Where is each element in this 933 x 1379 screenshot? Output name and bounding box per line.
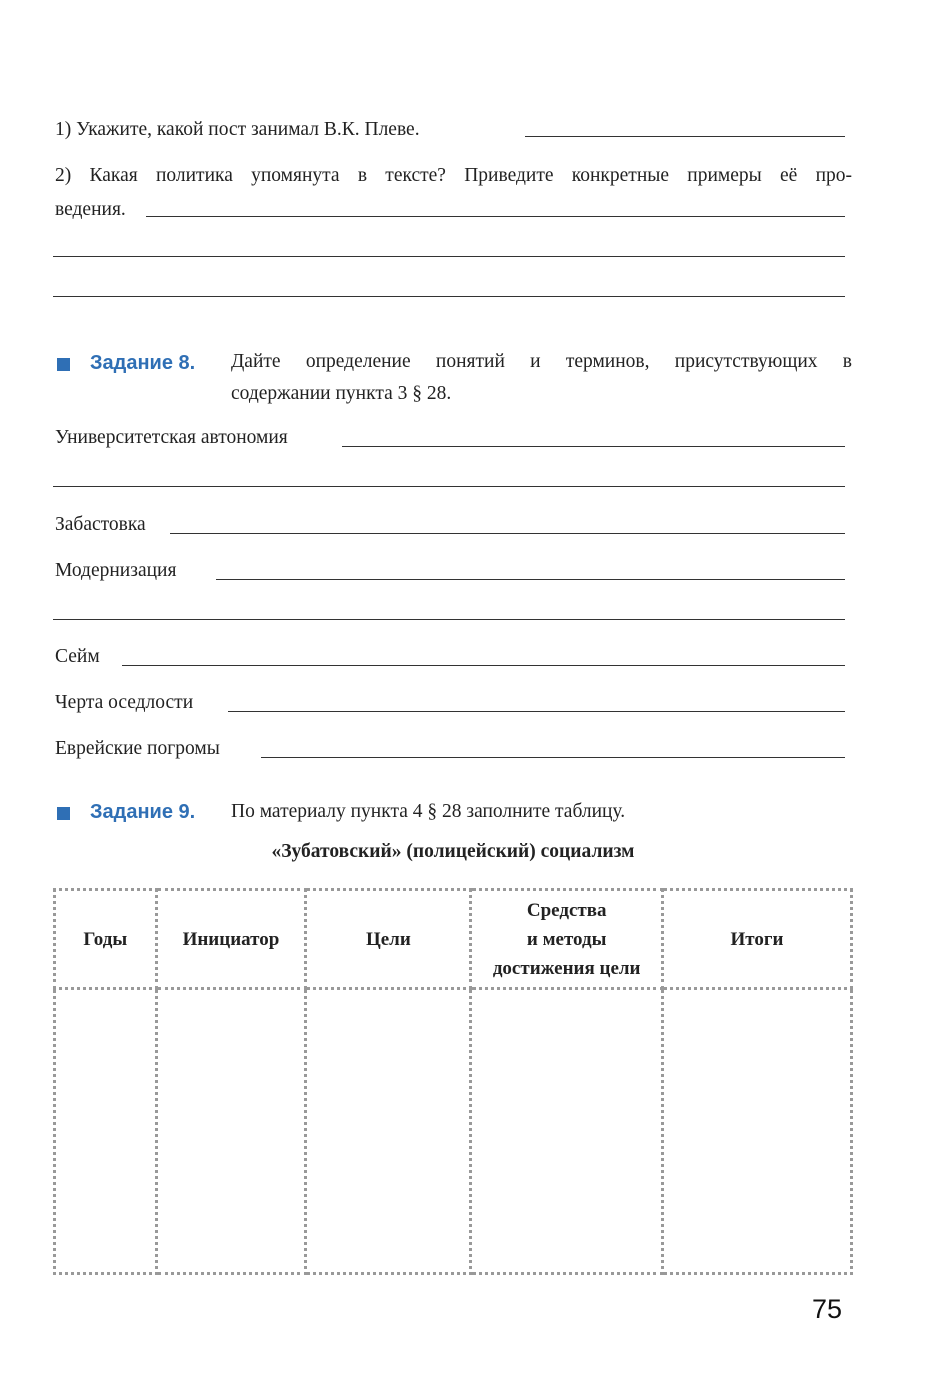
cell-years[interactable] [55,989,157,1274]
page-number: 75 [812,1294,843,1324]
term-pale-of-settlement: Черта оседлости [55,692,194,713]
cell-results[interactable] [662,989,851,1274]
table-title: «Зубатовский» (полицейский) социализм [271,841,635,862]
answer-line-q2-1[interactable] [146,216,845,217]
cell-initiator[interactable] [156,989,306,1274]
column-header-results: Итоги [662,890,851,989]
term-strike: Забастовка [55,514,146,535]
task-8-label: Задание 8. [90,352,196,374]
task-marker-icon [57,807,70,820]
table-header-row [55,890,852,989]
cell-means[interactable] [471,989,662,1274]
answer-line-term-1b[interactable] [53,486,845,487]
task-9-text: По материалу пункта 4 § 28 заполните таблицу. [231,801,626,822]
answer-line-term-3[interactable] [216,579,845,580]
term-jewish-pogroms: Еврейские погромы [55,738,220,759]
task-9-header [57,799,195,825]
task-8-header [57,350,195,376]
answer-line-term-6[interactable] [261,757,845,758]
column-header-means: Средства и методы достижения цели [471,890,662,989]
answer-line-q1[interactable] [525,136,845,137]
answer-line-term-4[interactable] [122,665,845,666]
term-sejm: Сейм [55,646,100,667]
task-8-text-line-1: Дайте определение понятий и терминов, присутствующих в [231,351,852,372]
question-1: 1) Укажите, какой пост занимал В.К. Плеве. [55,119,420,140]
answer-line-term-1[interactable] [342,446,845,447]
column-header-goals: Цели [306,890,471,989]
question-2-line-2: ведения. [55,199,126,220]
answer-line-term-2[interactable] [170,533,845,534]
answer-line-term-5[interactable] [228,711,845,712]
column-header-initiator: Инициатор [156,890,306,989]
term-modernization: Модернизация [55,560,177,581]
table-row [55,989,852,1274]
column-header-years: Годы [55,890,157,989]
answer-line-q2-3[interactable] [53,296,845,297]
term-university-autonomy: Университетская автономия [55,427,288,448]
answer-line-term-3b[interactable] [53,619,845,620]
answer-line-q2-2[interactable] [53,256,845,257]
question-2-line-1: 2) Какая политика упомянута в тексте? Приведите конкретные примеры её про- [55,165,852,186]
task-9-label: Задание 9. [90,801,196,823]
cell-goals[interactable] [306,989,471,1274]
zubatov-table [53,888,853,1275]
task-8-text-line-2: содержании пункта 3 § 28. [231,383,452,404]
task-marker-icon [57,358,70,371]
